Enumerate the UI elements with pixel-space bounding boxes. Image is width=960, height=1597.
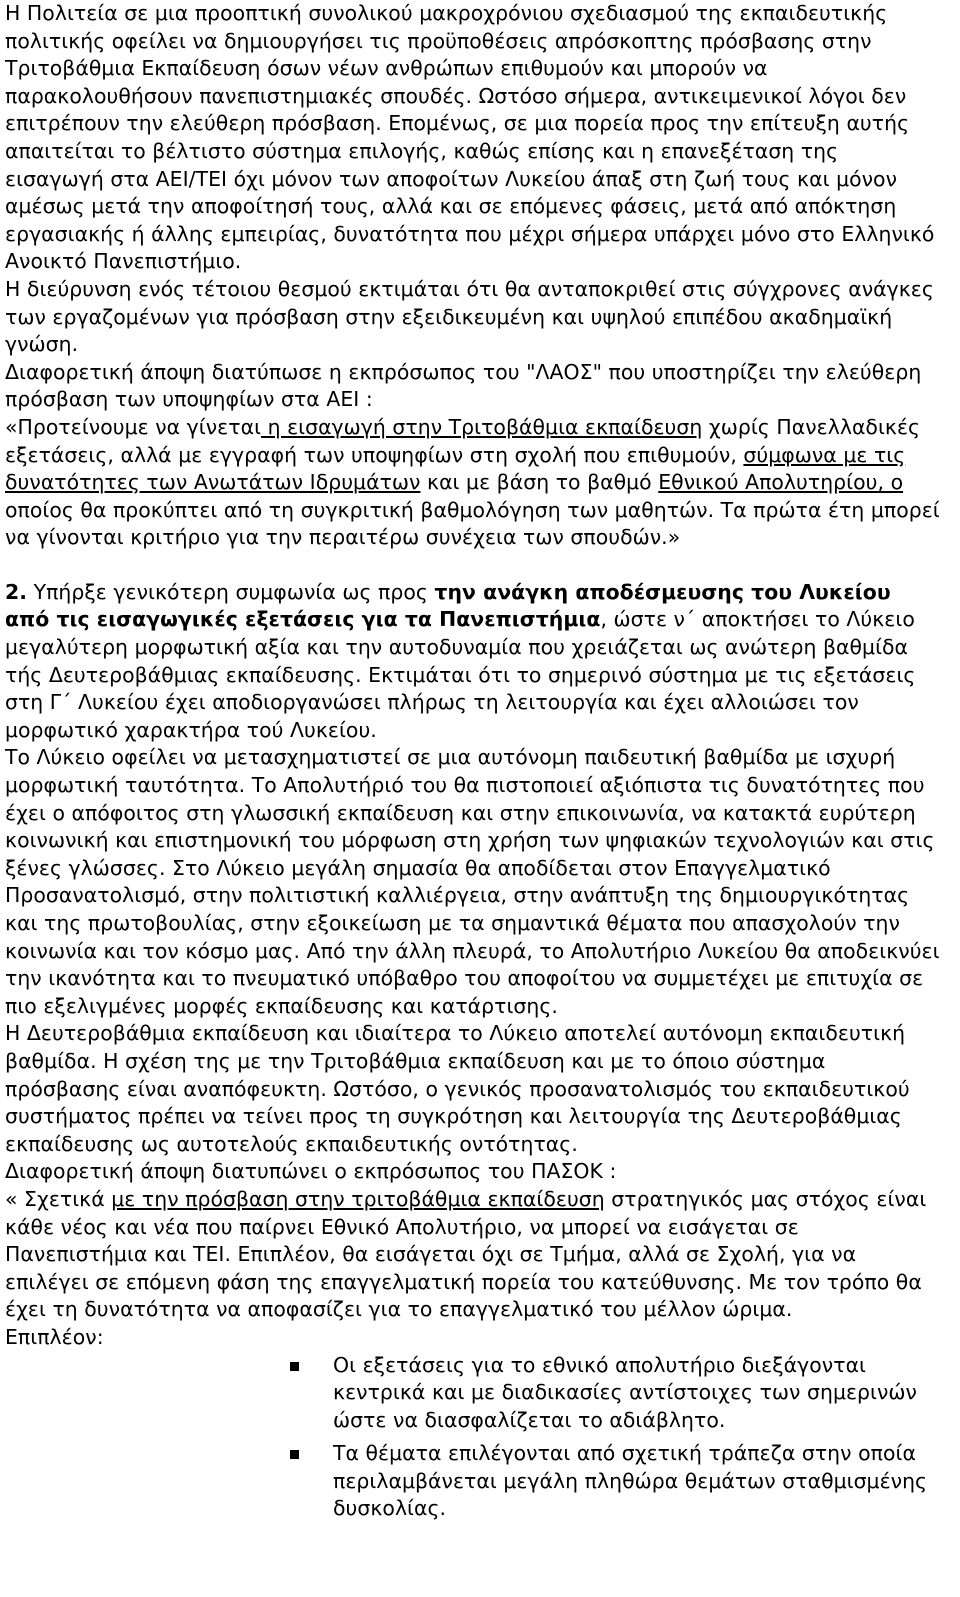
point-2-bold-text: την ανάγκη αποδέσμευσης του Λυκείου από τις εισαγωγικές εξετάσεις για τα Πανεπιστήμια	[5, 579, 891, 632]
list-item	[5, 1440, 942, 1523]
laos-quote-underlined-admission: η εισαγωγή στην Τριτοβάθμια εκπαίδευση	[261, 414, 703, 439]
square-bullet-icon	[290, 1450, 299, 1459]
paragraph-institution-expansion: Η διεύρυνση ενός τέτοιου θεσμού εκτιμάται ότι θα ανταποκριθεί στις σύγχρονες ανάγκες των εργαζομένων για πρόσβαση στην εξειδικευμένη και υψηλού επιπέδου ακαδημαϊκή γνώση.	[5, 276, 934, 357]
laos-quote-part-9: οποίος θα προκύπτει από τη συγκριτική βαθμολόγηση των μαθητών. Τα πρώτα έτη μπορεί να γίνονται κριτήριο για την περαιτέρω συνέχεια των σπουδών.»	[5, 497, 940, 550]
laos-quote-underlined-capacities: δυνατότητες των Ανωτάτων Ιδρυμάτων	[5, 470, 421, 495]
laos-quote	[5, 414, 942, 552]
laos-view-intro: Διαφορετική άποψη διατύπωσε η εκπρόσωπος του "ΛΑΟΣ" που υποστηρίζει την ελεύθερη πρόσβαση των υποψηφίων στα ΑΕΙ :	[5, 359, 922, 412]
laos-quote-part-1: «Προτείνουμε να γίνεται	[5, 414, 262, 439]
pasok-quote	[5, 1186, 942, 1324]
pasok-bullet-list	[5, 1352, 942, 1524]
point-2-number: 2.	[5, 579, 28, 604]
laos-quote-underlined-diploma: Εθνικού Απολυτηρίου, ο	[658, 470, 904, 495]
laos-quote-part-3: χωρίς Πανελλαδικές εξετάσεις, αλλά με εγγραφή των υποψηφίων στη σχολή που επιθυμούν,	[5, 414, 921, 467]
square-bullet-icon	[290, 1362, 299, 1371]
paragraph-access-policy-text: Η Πολιτεία σε μια προοπτική συνολικού μακροχρόνιου σχεδιασμού της εκπαιδευτικής πολιτικής οφείλει να δημιουργήσει τις προϋποθέσεις απρόσκοπτης πρόσβασης στην Τριτοβάθμια Εκπαίδευση όσων νέων ανθρώπων επιθυμούν και μπορούν να παρακολουθήσουν πανεπιστημιακές σπουδές. Ωστόσο σήμερα, αντικειμενικοί λόγοι δεν επιτρέπουν την ελεύθερη πρόσβαση. Επομένως, σε μια πορεία προς την επίτευξη αυτής απαιτείται το βέλτιστο σύστημα επιλογής, καθώς επίσης και η επανεξέταση της εισαγωγή στα ΑΕΙ/ΤΕΙ όχι μόνον των αποφοίτων Λυκείου άπαξ στη ζωή τους και μόνον αμέσως μετά την αποφοίτησή τους, αλλά και σε επόμενες φάσεις, μετά από απόκτηση εργασιακής ή άλλης εμπειρίας, δυνατότητα που μέχρι σήμερα υπάρχει μόνο στο Ελληνικό Ανοικτό Πανεπιστήμιο.	[5, 1, 935, 274]
point-2-text-a: Υπήρξε γενικότερη συμφωνία ως προς	[27, 579, 435, 604]
lyceum-identity-paragraph: Το Λύκειο οφείλει να μετασχηματιστεί σε μια αυτόνομη παιδευτική βαθμίδα με ισχυρή μορφωτική ταυτότητα. Το Απολυτήριό του θα πιστοποιεί αξιόπιστα τις δυνατότητες που έχει ο απόφοιτος στη γλωσσική εκπαίδευση και στην επικοινωνία, να κατακτά ευρύτερη κοινωνική και επιστημονική του μόρφωση στη χρήση των ψηφιακών τεχνολογιών και στις ξένες γλώσσες. Στο Λύκειο μεγάλη σημασία θα αποδίδεται στον Επαγγελματικό Προσανατολισμό, στην πολιτιστική καλλιέργεια, στην ανάπτυξη της δημιουργικότητας και της πρωτοβουλίας, στην εξοικείωση με τα σημαντικά θέματα που απασχολούν την κοινωνία και τον κόσμο μας. Από την άλλη πλευρά, το Απολυτήριο Λυκείου θα αποδεικνύει την ικανότητα και το πνευματικό υπόβαθρο του αποφοίτου να συμμετέχει με επιτυχία σε πιο εξελιγμένες μορφές εκπαίδευσης και κατάρτισης.	[5, 745, 940, 1018]
list-item-text: Οι εξετάσεις για το εθνικό απολυτήριο διεξάγονται κεντρικά και με διαδικασίες αντίστοιχες των σημερινών ώστε να διασφαλίζεται το αδιάβλητο.	[333, 1352, 917, 1432]
secondary-education-paragraph: Η Δευτεροβάθμια εκπαίδευση και ιδιαίτερα το Λύκειο αποτελεί αυτόνομη εκπαιδευτική βαθμίδα. Η σχέση της με την Τριτοβάθμια εκπαίδευση και με το όποιο σύστημα πρόσβασης είναι αναπόφευκτη. Ωστόσο, ο γενικός προσανατολισμός του εκπαιδευτικού συστήματος πρέπει να τείνει προς τη συγκρότηση και λειτουργία της Δευτεροβάθμιας εκπαίδευσης ως αυτοτελούς εκπαιδευτικής οντότητας.	[5, 1021, 910, 1156]
pasok-view-intro: Διαφορετική άποψη διατυπώνει ο εκπρόσωπος του ΠΑΣΟΚ :	[5, 1159, 617, 1184]
pasok-furthermore-label: Επιπλέον:	[5, 1324, 104, 1349]
pasok-quote-part-3: στρατηγικός μας στόχος είναι κάθε νέος και νέα που παίρνει Εθνικό Απολυτήριο, να μπορεί να εισάγεται σε Πανεπιστήμια και ΤΕΙ. Επιπλέον, θα εισάγεται όχι σε Τμήμα, αλλά σε Σχολή, για να επιλέγει σε επόμενη φάση της επαγγελματική πορεία του κατεύθυνσης. Με τον τρόπο θα έχει τη δυνατότητα να αποφασίζει για το επαγγελματικό του μέλλον ώριμα.	[5, 1186, 927, 1322]
paragraph-spacer	[5, 552, 942, 579]
point-2-paragraph	[5, 579, 942, 745]
pasok-quote-part-1: « Σχετικά	[5, 1186, 112, 1211]
point-2-text-b: , ώστε ν΄ αποκτήσει το Λύκειο μεγαλύτερη μορφωτική αξία και την αυτοδυναμία που χρειάζεται ως ανώτερη βαθμίδα τής Δευτεροβάθμιας εκπαίδευσης. Εκτιμάται ότι το σημερινό σύστημα με τις εξετάσεις στη Γ΄ Λυκείου έχει αποδιοργανώσει πλήρως τη λειτουργία και έχει αλλοιώσει τον μορφωτικό χαρακτήρα τού Λυκείου.	[5, 607, 916, 742]
paragraph-access-policy	[5, 0, 942, 359]
list-item-text: Τα θέματα επιλέγονται από σχετική τράπεζα στην οποία περιλαμβάνεται μεγάλη πληθώρα θεμάτων σταθμισμένης δυσκολίας.	[333, 1441, 928, 1521]
list-item	[5, 1352, 942, 1435]
laos-quote-part-7: και με βάση το βαθμό	[420, 470, 659, 495]
pasok-quote-underlined-access: με την πρόσβαση στην τριτοβάθμια εκπαίδευση	[111, 1186, 605, 1211]
laos-quote-underlined-according: σύμφωνα με τις	[743, 442, 906, 467]
